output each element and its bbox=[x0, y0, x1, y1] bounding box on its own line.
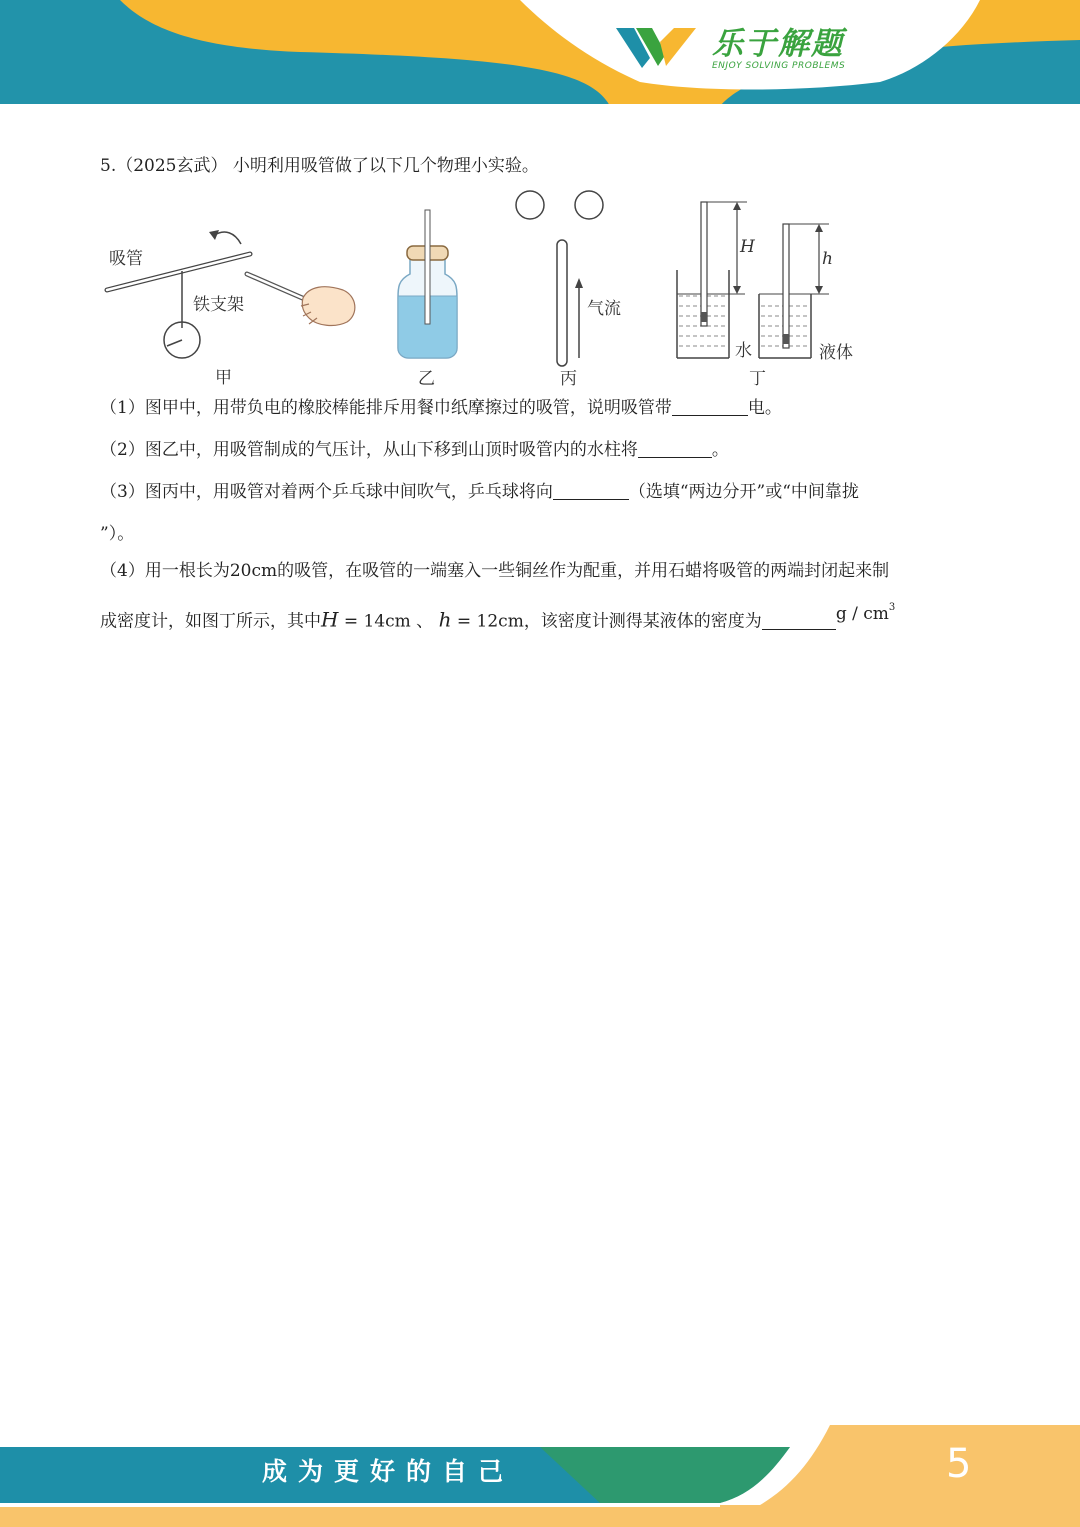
footer-slogan: 成为更好的自己 bbox=[262, 1457, 515, 1486]
part-2-tail: 。 bbox=[711, 440, 729, 460]
part-2-text: （2）图乙中，用吸管制成的气压计，从山下移到山顶时吸管内的水柱将 bbox=[100, 440, 638, 460]
jia-straw-label: 吸管 bbox=[109, 249, 143, 269]
part-4-mid: ，该密度计测得某液体的密度为 bbox=[523, 611, 762, 632]
part-4-h-symbol: h bbox=[438, 607, 452, 632]
brand-name: 乐于解题 bbox=[712, 26, 844, 62]
brand-logo-icon bbox=[616, 22, 698, 70]
ding-water-label: 水 bbox=[735, 341, 752, 361]
caption-jia: 甲 bbox=[215, 368, 232, 388]
page-number: 5 bbox=[946, 1441, 972, 1487]
ding-H-label: H bbox=[740, 237, 755, 257]
part-3 bbox=[100, 480, 859, 504]
part-1-tail: 电。 bbox=[747, 398, 782, 418]
answer-blank-2[interactable] bbox=[638, 439, 712, 458]
caption-ding: 丁 bbox=[749, 369, 766, 388]
answer-blank-4[interactable] bbox=[762, 611, 836, 630]
part-3-tail: （选填“两边分开”或“中间靠拢 bbox=[628, 482, 859, 502]
figure-ding bbox=[677, 202, 853, 388]
jia-stand-label: 铁支架 bbox=[193, 295, 244, 315]
part-4-H-value: = 14cm bbox=[338, 611, 411, 632]
part-4-unit-exponent: 3 bbox=[888, 602, 896, 613]
part-2 bbox=[100, 438, 729, 462]
brand-tagline: ENJOY SOLVING PROBLEMS bbox=[712, 61, 846, 71]
part-4-line-2 bbox=[100, 602, 896, 634]
part-4-separator: 、 bbox=[410, 611, 439, 632]
part-3-text: （3）图丙中，用吸管对着两个乒乓球中间吹气，乒乓球将向 bbox=[100, 482, 553, 502]
figure-bing bbox=[516, 191, 621, 388]
ding-h-label: h bbox=[822, 249, 833, 269]
caption-yi: 乙 bbox=[418, 369, 435, 388]
part-4-h-value: = 12cm bbox=[451, 611, 524, 632]
part-4-H-symbol: H bbox=[321, 607, 339, 632]
experiment-figure bbox=[95, 188, 895, 388]
question-stem: 5.（2025玄武） 小明利用吸管做了以下几个物理小实验。 bbox=[100, 156, 539, 176]
bing-airflow-label: 气流 bbox=[587, 299, 621, 319]
part-1 bbox=[100, 396, 782, 420]
caption-bing: 丙 bbox=[560, 369, 577, 388]
footer-banner bbox=[0, 1425, 1080, 1527]
part-3-continued: ”）。 bbox=[100, 524, 135, 544]
answer-blank-1[interactable] bbox=[672, 397, 748, 416]
ding-liquid-label: 液体 bbox=[819, 343, 853, 363]
part-4-pre: 成密度计，如图丁所示，其中 bbox=[100, 611, 321, 632]
figure-jia bbox=[107, 230, 355, 388]
part-4-unit: g / cm bbox=[835, 603, 889, 624]
header-banner bbox=[0, 0, 1080, 110]
answer-blank-3[interactable] bbox=[553, 481, 629, 500]
part-4-line-1: （4）用一根长为20cm的吸管，在吸管的一端塞入一些铜丝作为配重，并用石蜡将吸管的两端封闭起来制 bbox=[100, 561, 890, 581]
figure-yi bbox=[398, 210, 457, 388]
part-1-text: （1）图甲中，用带负电的橡胶棒能排斥用餐巾纸摩擦过的吸管，说明吸管带 bbox=[100, 398, 672, 418]
